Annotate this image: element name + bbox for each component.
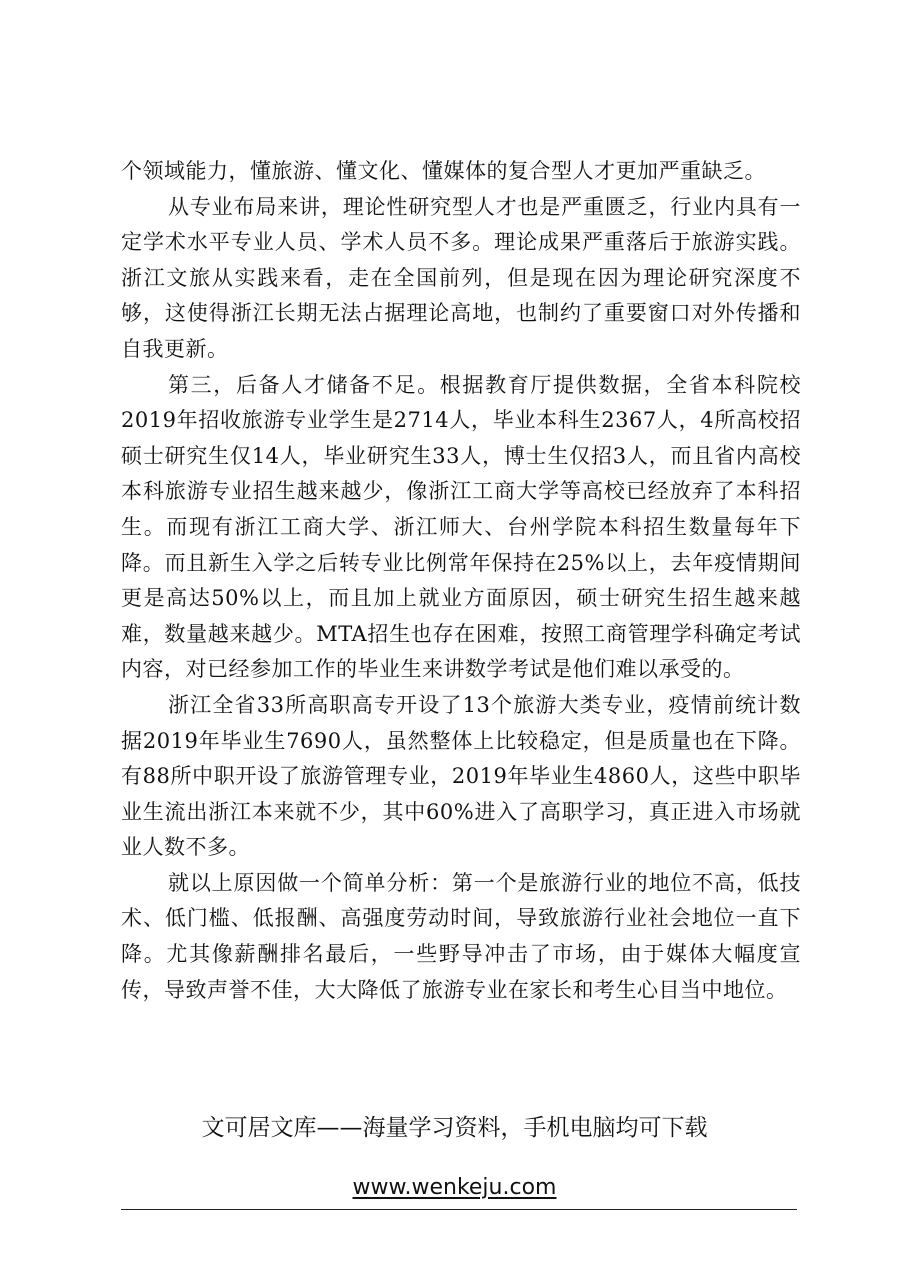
paragraph-continuation: 个领域能力，懂旅游、懂文化、懂媒体的复合型人才更加严重缺乏。 bbox=[121, 159, 766, 183]
footer-link-container bbox=[0, 1172, 909, 1204]
paragraph-talent-structure: 从专业布局来讲，理论性研究型人才也是严重匮乏，行业内具有一定学术水平专业人员、学术人员不多。理论成果严重落后于旅游实践。浙江文旅从实践来看，走在全国前列，但是现在因为理论研究深度不够，这使得浙江长期无法占据理论高地，也制约了重要窗口对外传播和自我更新。 bbox=[121, 194, 801, 361]
footer-divider bbox=[121, 1209, 797, 1210]
paragraph-analysis: 就以上原因做一个简单分析：第一个是旅游行业的地位不高，低技术、低门槛、低报酬、高强度劳动时间，导致旅游行业社会地位一直下降。尤其像薪酬排名最后，一些野导冲击了市场，由于媒体大幅度宣传，导致声誉不佳，大大降低了旅游专业在家长和考生心目当中地位。 bbox=[121, 870, 801, 1002]
footer-title: 文可居文库——海量学习资料，手机电脑均可下载 bbox=[201, 1115, 708, 1141]
website-link[interactable]: www.wenkeju.com bbox=[352, 1175, 557, 1200]
paragraph-vocational-schools: 浙江全省33所高职高专开设了13个旅游大类专业，疫情前统计数据2019年毕业生7690人，虽然整体上比较稳定，但是质量也在下降。有88所中职开设了旅游管理专业，2019年毕业生4860人，这些中职毕业生流出浙江本来就不少，其中60%进入了高职学习，真正进入市场就业人数不多。 bbox=[121, 692, 801, 860]
paragraph-reserve-shortage: 第三，后备人才储备不足。根据教育厅提供数据，全省本科院校2019年招收旅游专业学生是2714人，毕业本科生2367人，4所高校招硕士研究生仅14人，毕业研究生33人，博士生仅招3人，而且省内高校本科旅游专业招生越来越少，像浙江工商大学等高校已经放弃了本科招生。而现有浙江工商大学、浙江师大、台州学院本科招生数量每年下降。而且新生入学之后转专业比例常年保持在25%以上，去年疫情期间更是高达50%以上，而且加上就业方面原因，硕士研究生招生越来越难，数量越来越少。MTA招生也存在困难，按照工商管理学科确定考试内容，对已经参加工作的毕业生来讲数学考试是他们难以承受的。 bbox=[121, 372, 801, 682]
document-body bbox=[121, 154, 801, 1008]
